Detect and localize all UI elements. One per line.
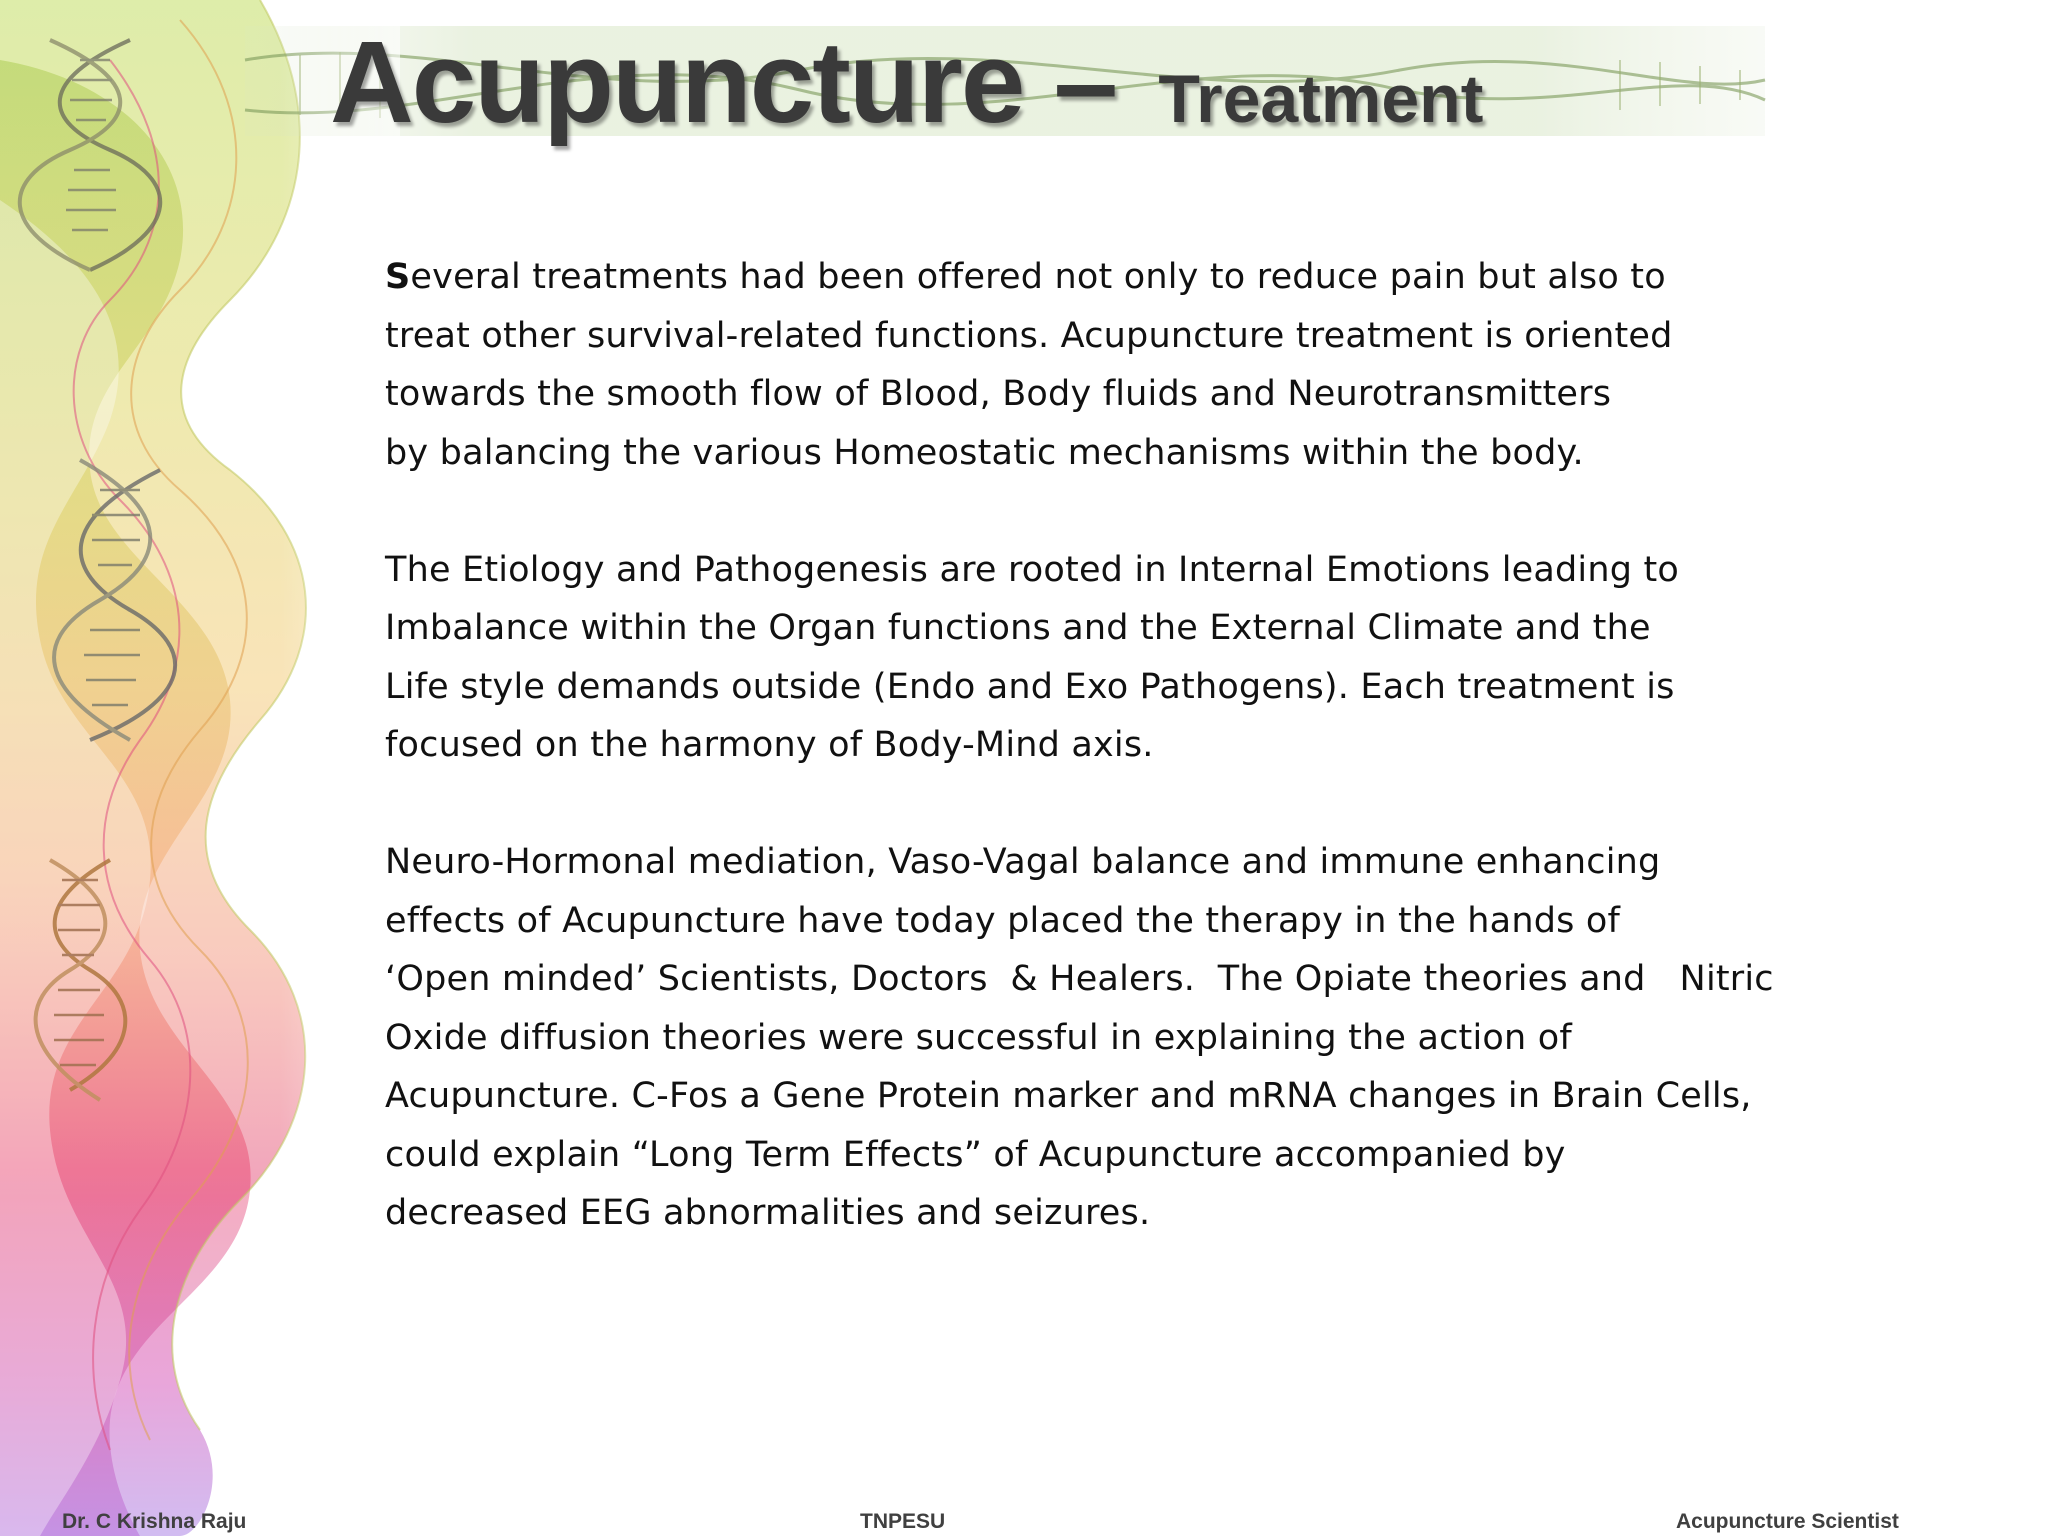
paragraph-2 xyxy=(385,541,1935,775)
paragraph-line: Neuro-Hormonal mediation, Vaso-Vagal balance and immune enhancing xyxy=(385,842,1661,882)
paragraph-line: Oxide diffusion theories were successful in explaining the action of xyxy=(385,1017,1572,1058)
paragraph-line: decreased EEG abnormalities and seizures. xyxy=(385,1193,1151,1233)
paragraph-line: ‘Open minded’ Scientists, Doctors & Healers. The Opiate theories and Nitric xyxy=(385,959,1774,999)
paragraph-line xyxy=(385,248,1935,307)
drop-letter: S xyxy=(385,257,411,297)
paragraph-line: by balancing the various Homeostatic mechanisms within the body. xyxy=(385,432,1584,473)
paragraph-line: treat other survival-related functions. Acupuncture treatment is oriented xyxy=(385,315,1673,356)
paragraph-line: towards the smooth flow of Blood, Body fluids and Neurotransmitters xyxy=(385,374,1612,414)
paragraph-line: focused on the harmony of Body-Mind axis. xyxy=(385,725,1154,765)
title-sub: Treatment xyxy=(1158,61,1484,137)
paragraph-line: The Etiology and Pathogenesis are rooted in Internal Emotions leading to xyxy=(385,549,1680,590)
paragraph-line: could explain “Long Term Effects” of Acupuncture accompanied by xyxy=(385,1134,1566,1175)
paragraph-3 xyxy=(385,833,1935,1243)
title-main: Acupuncture xyxy=(330,17,1024,147)
paragraph-line: effects of Acupuncture have today placed the therapy in the hands of xyxy=(385,900,1621,941)
slide-title xyxy=(330,17,1484,147)
paragraph-line: Life style demands outside (Endo and Exo Pathogens). Each treatment is xyxy=(385,666,1675,707)
title-separator: – xyxy=(1023,17,1147,147)
paragraph-line: Imbalance within the Organ functions and the External Climate and the xyxy=(385,608,1651,648)
body-text xyxy=(385,248,1935,1301)
footer-role: Acupuncture Scientist xyxy=(1676,1510,1899,1533)
footer-author: Dr. C Krishna Raju xyxy=(62,1510,247,1533)
paragraph-line-rest: everal treatments had been offered not only to reduce pain but also to xyxy=(410,257,1666,297)
paragraph-line: Acupuncture. C-Fos a Gene Protein marker and mRNA changes in Brain Cells, xyxy=(385,1076,1752,1116)
footer-organization: TNPESU xyxy=(860,1510,946,1533)
paragraph-1 xyxy=(385,248,1935,482)
